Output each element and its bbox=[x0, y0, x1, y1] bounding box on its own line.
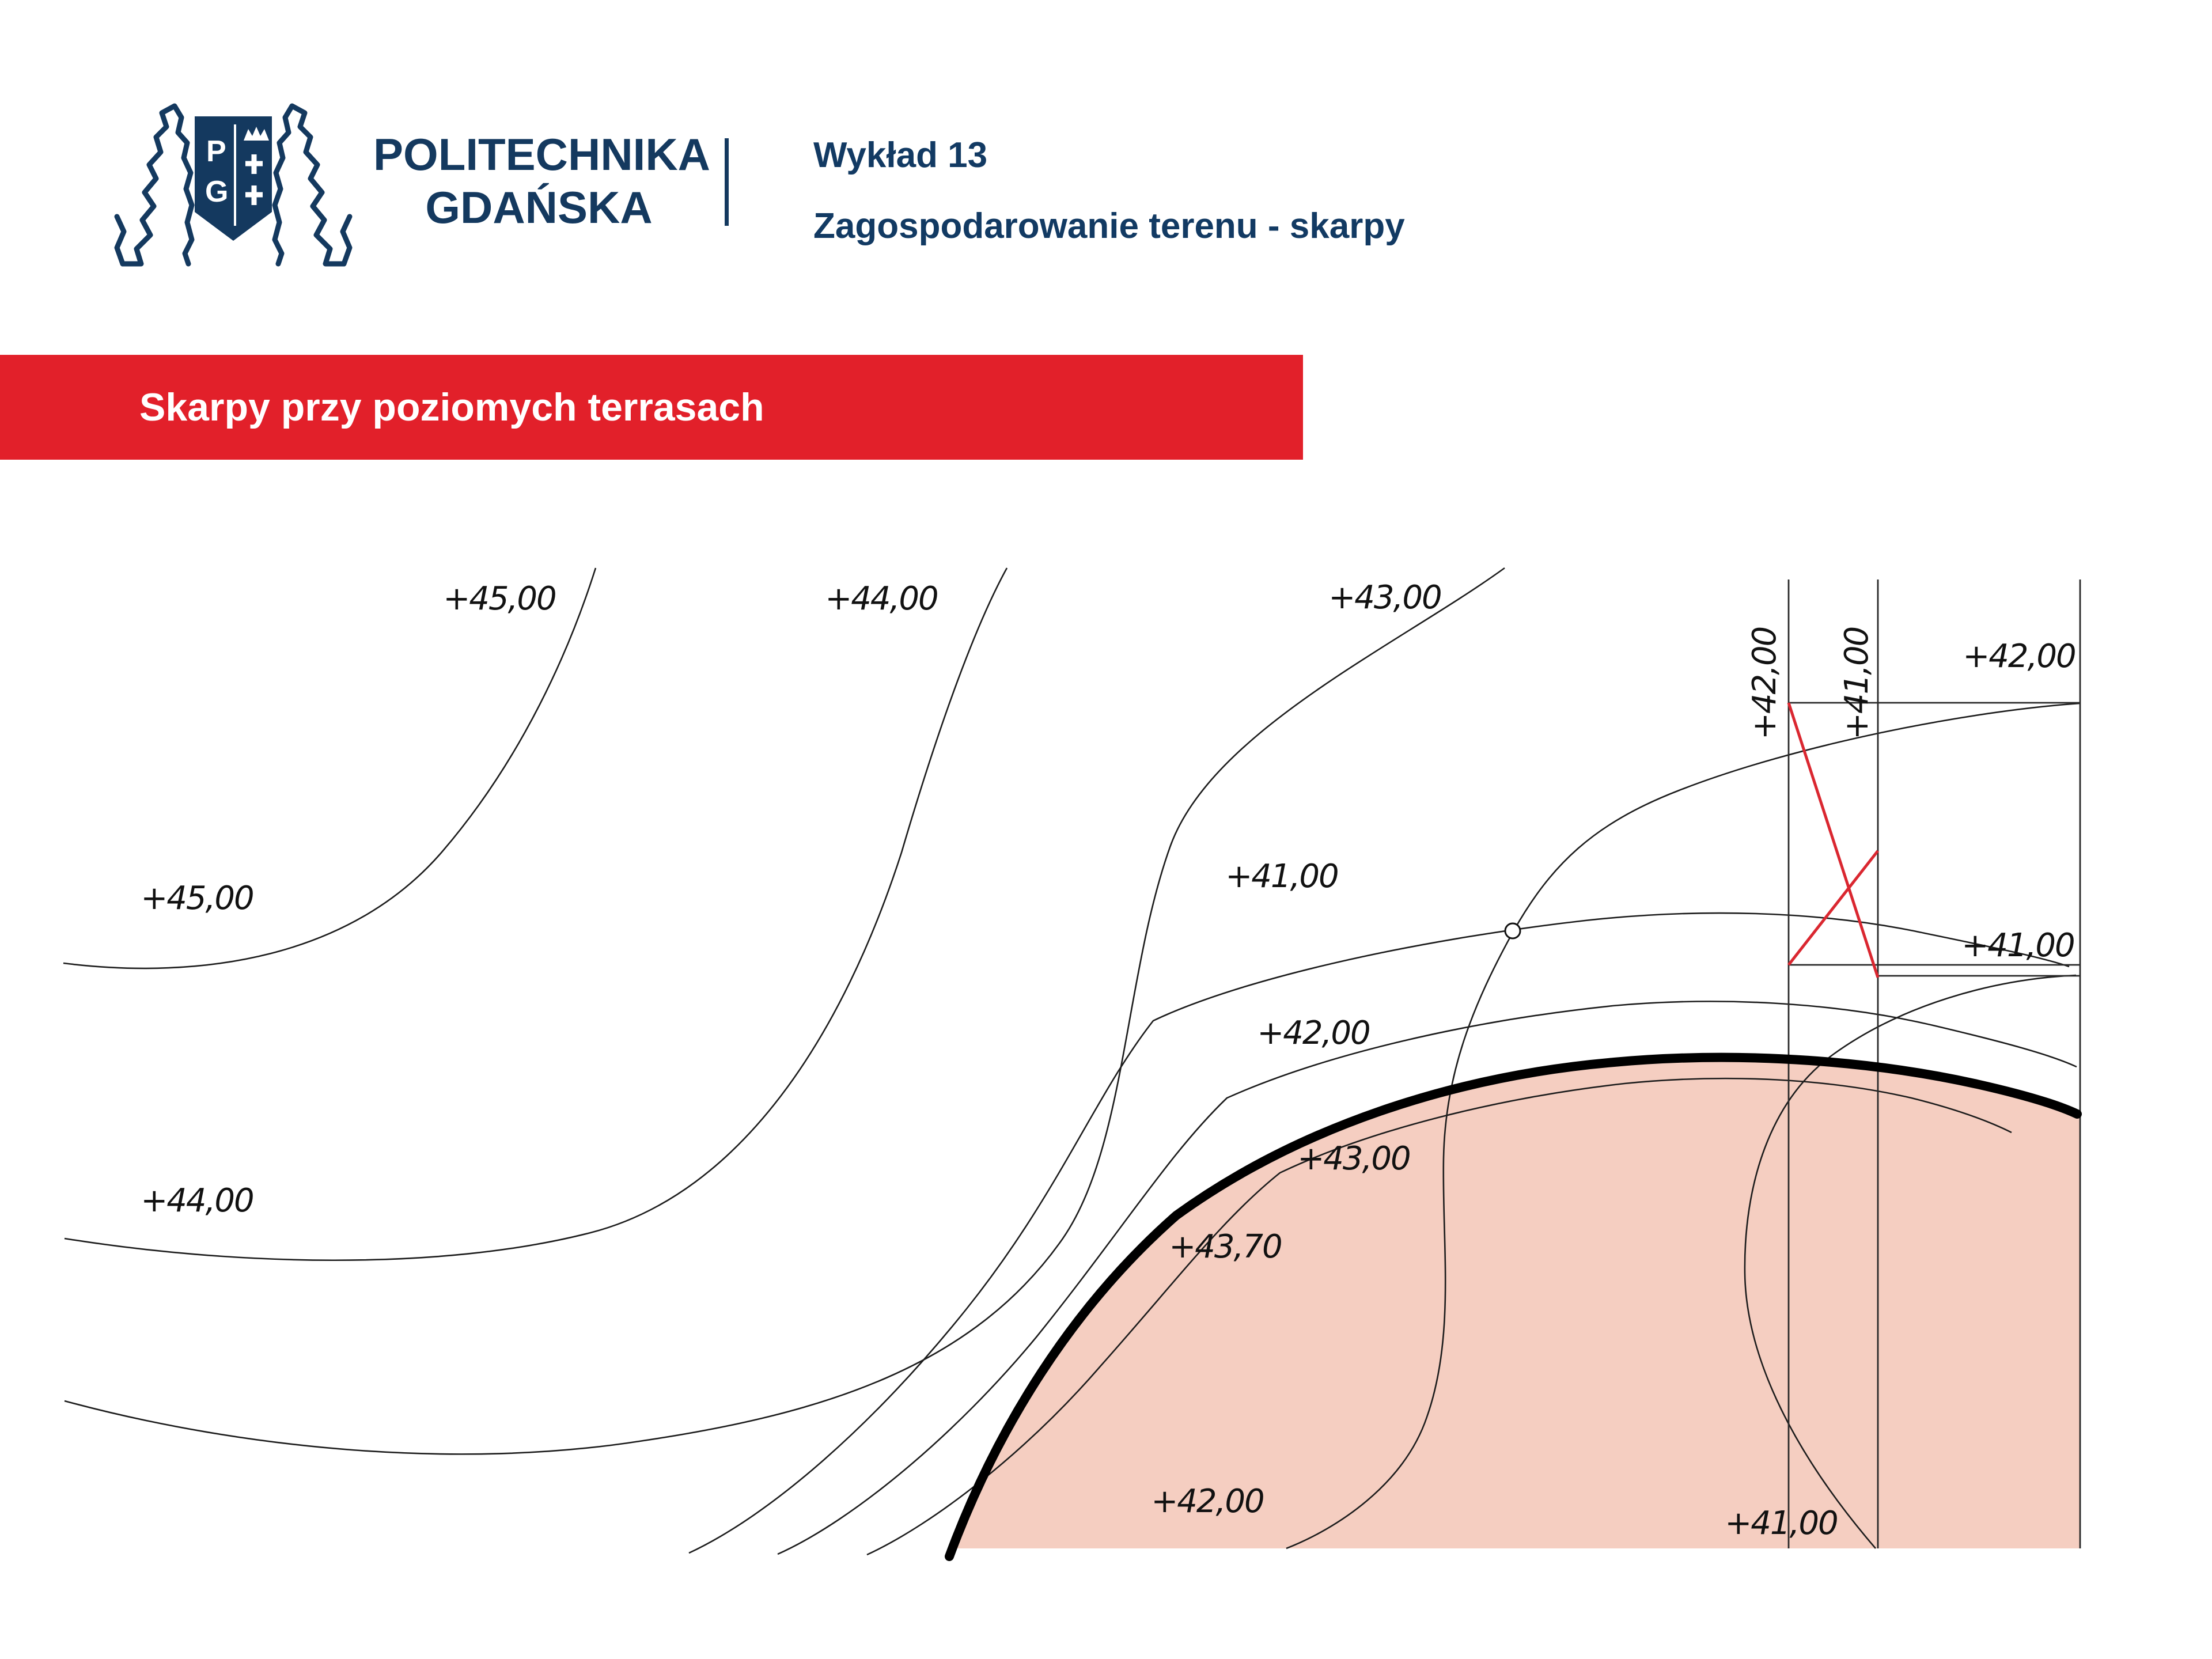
crest-letter-g: G bbox=[205, 175, 229, 209]
lecture-topic: Zagospodarowanie terenu - skarpy bbox=[813, 206, 1405, 246]
zero-point-marker bbox=[1505, 923, 1520, 938]
contour-label-42-bottom: +42,00 bbox=[1151, 1483, 1264, 1520]
contour-label-44-top: +44,00 bbox=[825, 580, 938, 618]
crest-letter-p: P bbox=[206, 135, 226, 168]
university-name-line2: GDAŃSKA bbox=[425, 182, 653, 233]
header-divider bbox=[725, 138, 729, 226]
lecture-header bbox=[813, 135, 1405, 247]
contour-label-45-top: +45,00 bbox=[443, 580, 556, 618]
contour-label-44-left: +44,00 bbox=[141, 1182, 253, 1219]
terrace-fill bbox=[952, 1059, 2080, 1548]
contour-label-41-mid: +41,00 bbox=[1225, 858, 1338, 895]
section-label-41-vertical: +41,00 bbox=[1838, 627, 1876, 740]
contour-label-41-bottom: +41,00 bbox=[1725, 1505, 1838, 1542]
section-title: Skarpy przy poziomych terrasach bbox=[139, 385, 764, 429]
university-crest-icon bbox=[101, 81, 366, 274]
university-name-line1: POLITECHNIKA bbox=[373, 129, 710, 180]
section-banner bbox=[0, 355, 1303, 460]
level-label-41-right: +41,00 bbox=[1961, 927, 2074, 964]
section-label-42-vertical: +42,00 bbox=[1746, 627, 1783, 740]
lion-left-tail-icon bbox=[117, 217, 124, 264]
contour-label-42-mid: +42,00 bbox=[1257, 1014, 1370, 1052]
lion-right-tail-icon bbox=[343, 217, 350, 264]
level-label-42-right: +42,00 bbox=[1963, 638, 2075, 675]
contour-label-43-top: +43,00 bbox=[1328, 579, 1441, 616]
lion-left-icon bbox=[123, 106, 192, 264]
contour-label-43-mid: +43,00 bbox=[1297, 1140, 1410, 1177]
contour-label-45-left: +45,00 bbox=[141, 880, 253, 917]
university-name bbox=[373, 128, 710, 234]
lion-right-icon bbox=[275, 106, 344, 264]
terrace-level-label: +43,70 bbox=[1169, 1228, 1282, 1266]
slope-edge-red-line-2 bbox=[1789, 851, 1878, 965]
lecture-number: Wykład 13 bbox=[813, 135, 988, 175]
